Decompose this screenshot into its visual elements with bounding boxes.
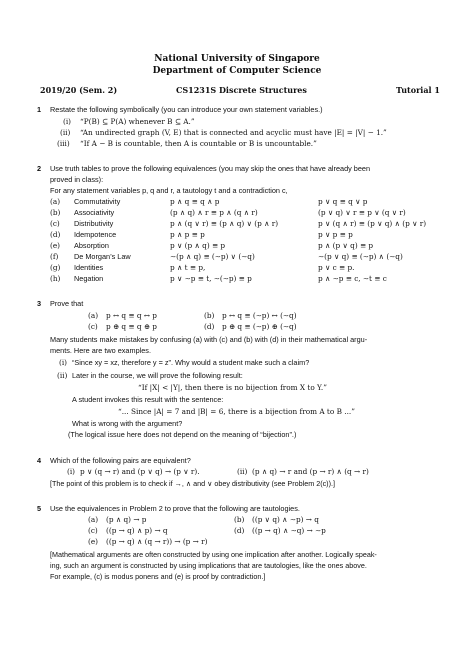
q5-item-label: (b) <box>234 515 245 524</box>
q5-item-text: ((p → q) ∧ p) → q <box>106 526 168 535</box>
q1-intro: Restate the following symbolically (you can introduce your own statement variables.) <box>50 105 323 114</box>
q2-row-law-name: Idempotence <box>74 230 117 239</box>
q2-row-label: (c) <box>50 219 60 228</box>
q2-row-label: (f) <box>50 252 59 261</box>
semester-label: 2019/20 (Sem. 2) <box>40 85 118 95</box>
q2-row-right: ∼(p ∨ q) ≡ (∼p) ∧ (∼q) <box>318 252 403 261</box>
q1-item-label: (i) <box>63 117 72 126</box>
q2-row-right: (p ∨ q) ∨ r ≡ p ∨ (q ∨ r) <box>318 208 406 217</box>
q1-item-text: “If A − B is countable, then A is countable or B is uncountable.” <box>80 139 317 148</box>
q2-row-label: (d) <box>50 230 61 239</box>
q4-item-text: (p ∧ q) → r and (p → r) ∧ (q → r) <box>252 467 369 476</box>
q5-note-line: [Mathematical arguments are often constructed by using one implication after another. Logically speak- <box>50 550 377 559</box>
q2-row-label: (g) <box>50 263 61 272</box>
q3-subitem-text: “Since xy = xz, therefore y = z”. Why would a student make such a claim? <box>72 358 310 367</box>
q3-item-label: (a) <box>88 311 99 320</box>
q1-item-label: (iii) <box>57 139 70 148</box>
q1-number: 1 <box>37 105 42 114</box>
q2-intro-line: For any statement variables p, q and r, a tautology t and a contradiction c, <box>50 186 288 195</box>
q4-item-label: (ii) <box>237 467 248 476</box>
q3-subitem-label: (i) <box>59 358 68 367</box>
q3-item-label: (c) <box>88 322 98 331</box>
q2-row-left: p ∧ p ≡ p <box>170 230 205 239</box>
q2-row-label: (e) <box>50 241 61 250</box>
q1-item-text: “An undirected graph (V, E) that is connected and acyclic must have |E| = |V| − 1.” <box>80 128 387 137</box>
q2-row-label: (a) <box>50 197 61 206</box>
q4-item-label: (i) <box>67 467 76 476</box>
q2-row-left: p ∧ t ≡ p, <box>170 263 206 272</box>
q3-note-line: (The logical issue here does not depend on the meaning of “bijection”.) <box>68 430 297 439</box>
course-title: CS1231S Discrete Structures <box>176 85 307 95</box>
q2-row-law-name: Associativity <box>74 208 115 217</box>
q2-row-label: (h) <box>50 274 61 283</box>
q4-number: 4 <box>37 456 42 465</box>
q5-item-label: (c) <box>88 526 98 535</box>
q3-subitem-text: Later in the course, we will prove the following result: <box>72 371 243 380</box>
q3-item-label: (d) <box>204 322 215 331</box>
q2-row-right: p ∧ ∼p ≡ c, ∼t ≡ c <box>318 274 387 283</box>
university-name: National University of Singapore <box>154 54 320 64</box>
q2-intro-line: Use truth tables to prove the following equivalences (you may skip the ones that have already been <box>50 164 371 173</box>
q2-row-law-name: De Morgan’s Law <box>74 252 131 261</box>
q1-item-label: (ii) <box>60 128 71 137</box>
q3-question-line: What is wrong with the argument? <box>72 419 183 428</box>
q5-item-label: (a) <box>88 515 99 524</box>
q4-item-text: p ∨ (q → r) and (p ∨ q) → (p ∨ r). <box>80 467 200 476</box>
q2-row-right: p ∨ (q ∧ r) ≡ (p ∨ q) ∧ (p ∨ r) <box>318 219 427 228</box>
q5-item-text: ((p → q) ∧ (q → r)) → (p → r) <box>106 537 208 546</box>
q2-row-label: (b) <box>50 208 61 217</box>
q2-row-law-name: Distributivity <box>74 219 114 228</box>
q3-item-label: (b) <box>204 311 215 320</box>
q3-item-text: p ↔ q ≡ q ↔ p <box>106 311 157 320</box>
q2-row-left: p ∧ (q ∨ r) ≡ (p ∧ q) ∨ (p ∧ r) <box>170 219 279 228</box>
q5-item-label: (d) <box>234 526 245 535</box>
q2-row-left: p ∨ ∼p ≡ t, ∼(∼p) ≡ p <box>170 274 252 283</box>
q2-row-left: (p ∧ q) ∧ r ≡ p ∧ (q ∧ r) <box>170 208 258 217</box>
q3-invokes-line: A student invokes this result with the sentence: <box>72 395 224 404</box>
q5-note-line: For example, (c) is modus ponens and (e) is proof by contradiction.] <box>50 572 266 581</box>
q2-row-left: ∼(p ∧ q) ≡ (∼p) ∨ (∼q) <box>170 252 255 261</box>
q3-subitem-label: (ii) <box>57 371 68 380</box>
q5-note-line: ing, such an argument is constructed by using implications that are tautologies, like the ones above. <box>50 561 367 570</box>
q3-item-text: p ↔ q ≡ (∼p) ↔ (∼q) <box>222 311 297 320</box>
q5-item-text: ((p ∨ q) ∧ ∼p) → q <box>252 515 319 524</box>
department-name: Department of Computer Science <box>152 66 322 76</box>
q2-row-right: p ∨ p ≡ p <box>318 230 353 239</box>
q3-intro: Prove that <box>50 299 84 308</box>
q2-row-law-name: Negation <box>74 274 104 283</box>
q5-number: 5 <box>37 504 42 513</box>
q5-item-label: (e) <box>88 537 99 546</box>
q5-item-text: ((p → q) ∧ ∼q) → ∼p <box>252 526 326 535</box>
q3-item-text: p ⊕ q ≡ (∼p) ⊕ (∼q) <box>222 322 297 331</box>
q3-number: 3 <box>37 299 42 308</box>
q2-row-law-name: Identities <box>74 263 104 272</box>
q3-paragraph-line: Many students make mistakes by confusing (a) with (c) and (b) with (d) in their mathematical argu- <box>50 335 368 344</box>
q2-number: 2 <box>37 164 42 173</box>
q5-item-text: (p ∧ q) → p <box>106 515 147 524</box>
q1-item-text: “P(B) ⊆ P(A) whenever B ⊆ A.” <box>80 117 195 126</box>
q4-intro: Which of the following pairs are equivalent? <box>50 456 191 465</box>
q4-note: [The point of this problem is to check if →, ∧ and ∨ obey distributivity (see Problem 2(c)).] <box>50 479 335 488</box>
q3-student-sentence: “... Since |A| = 7 and |B| = 6, there is a bijection from A to B ...” <box>118 407 355 416</box>
q2-row-left: p ∧ q ≡ q ∧ p <box>170 197 220 206</box>
q2-row-right: p ∨ q ≡ q ∨ p <box>318 197 368 206</box>
q2-intro-line: proved in class): <box>50 175 104 184</box>
q2-row-law-name: Commutativity <box>74 197 121 206</box>
q3-paragraph-line: ments. Here are two examples. <box>50 346 151 355</box>
q3-quoted-result: “If |X| < |Y|, then there is no bijection from X to Y.” <box>138 383 327 392</box>
q2-row-right: p ∧ (p ∨ q) ≡ p <box>318 241 374 250</box>
q2-row-law-name: Absorption <box>74 241 109 250</box>
q5-intro: Use the equivalences in Problem 2 to prove that the following are tautologies. <box>50 504 300 513</box>
q2-row-left: p ∨ (p ∧ q) ≡ p <box>170 241 226 250</box>
q3-item-text: p ⊕ q ≡ q ⊕ p <box>106 322 157 331</box>
tutorial-label: Tutorial 1 <box>396 85 440 95</box>
q2-row-right: p ∨ c ≡ p. <box>318 263 355 272</box>
